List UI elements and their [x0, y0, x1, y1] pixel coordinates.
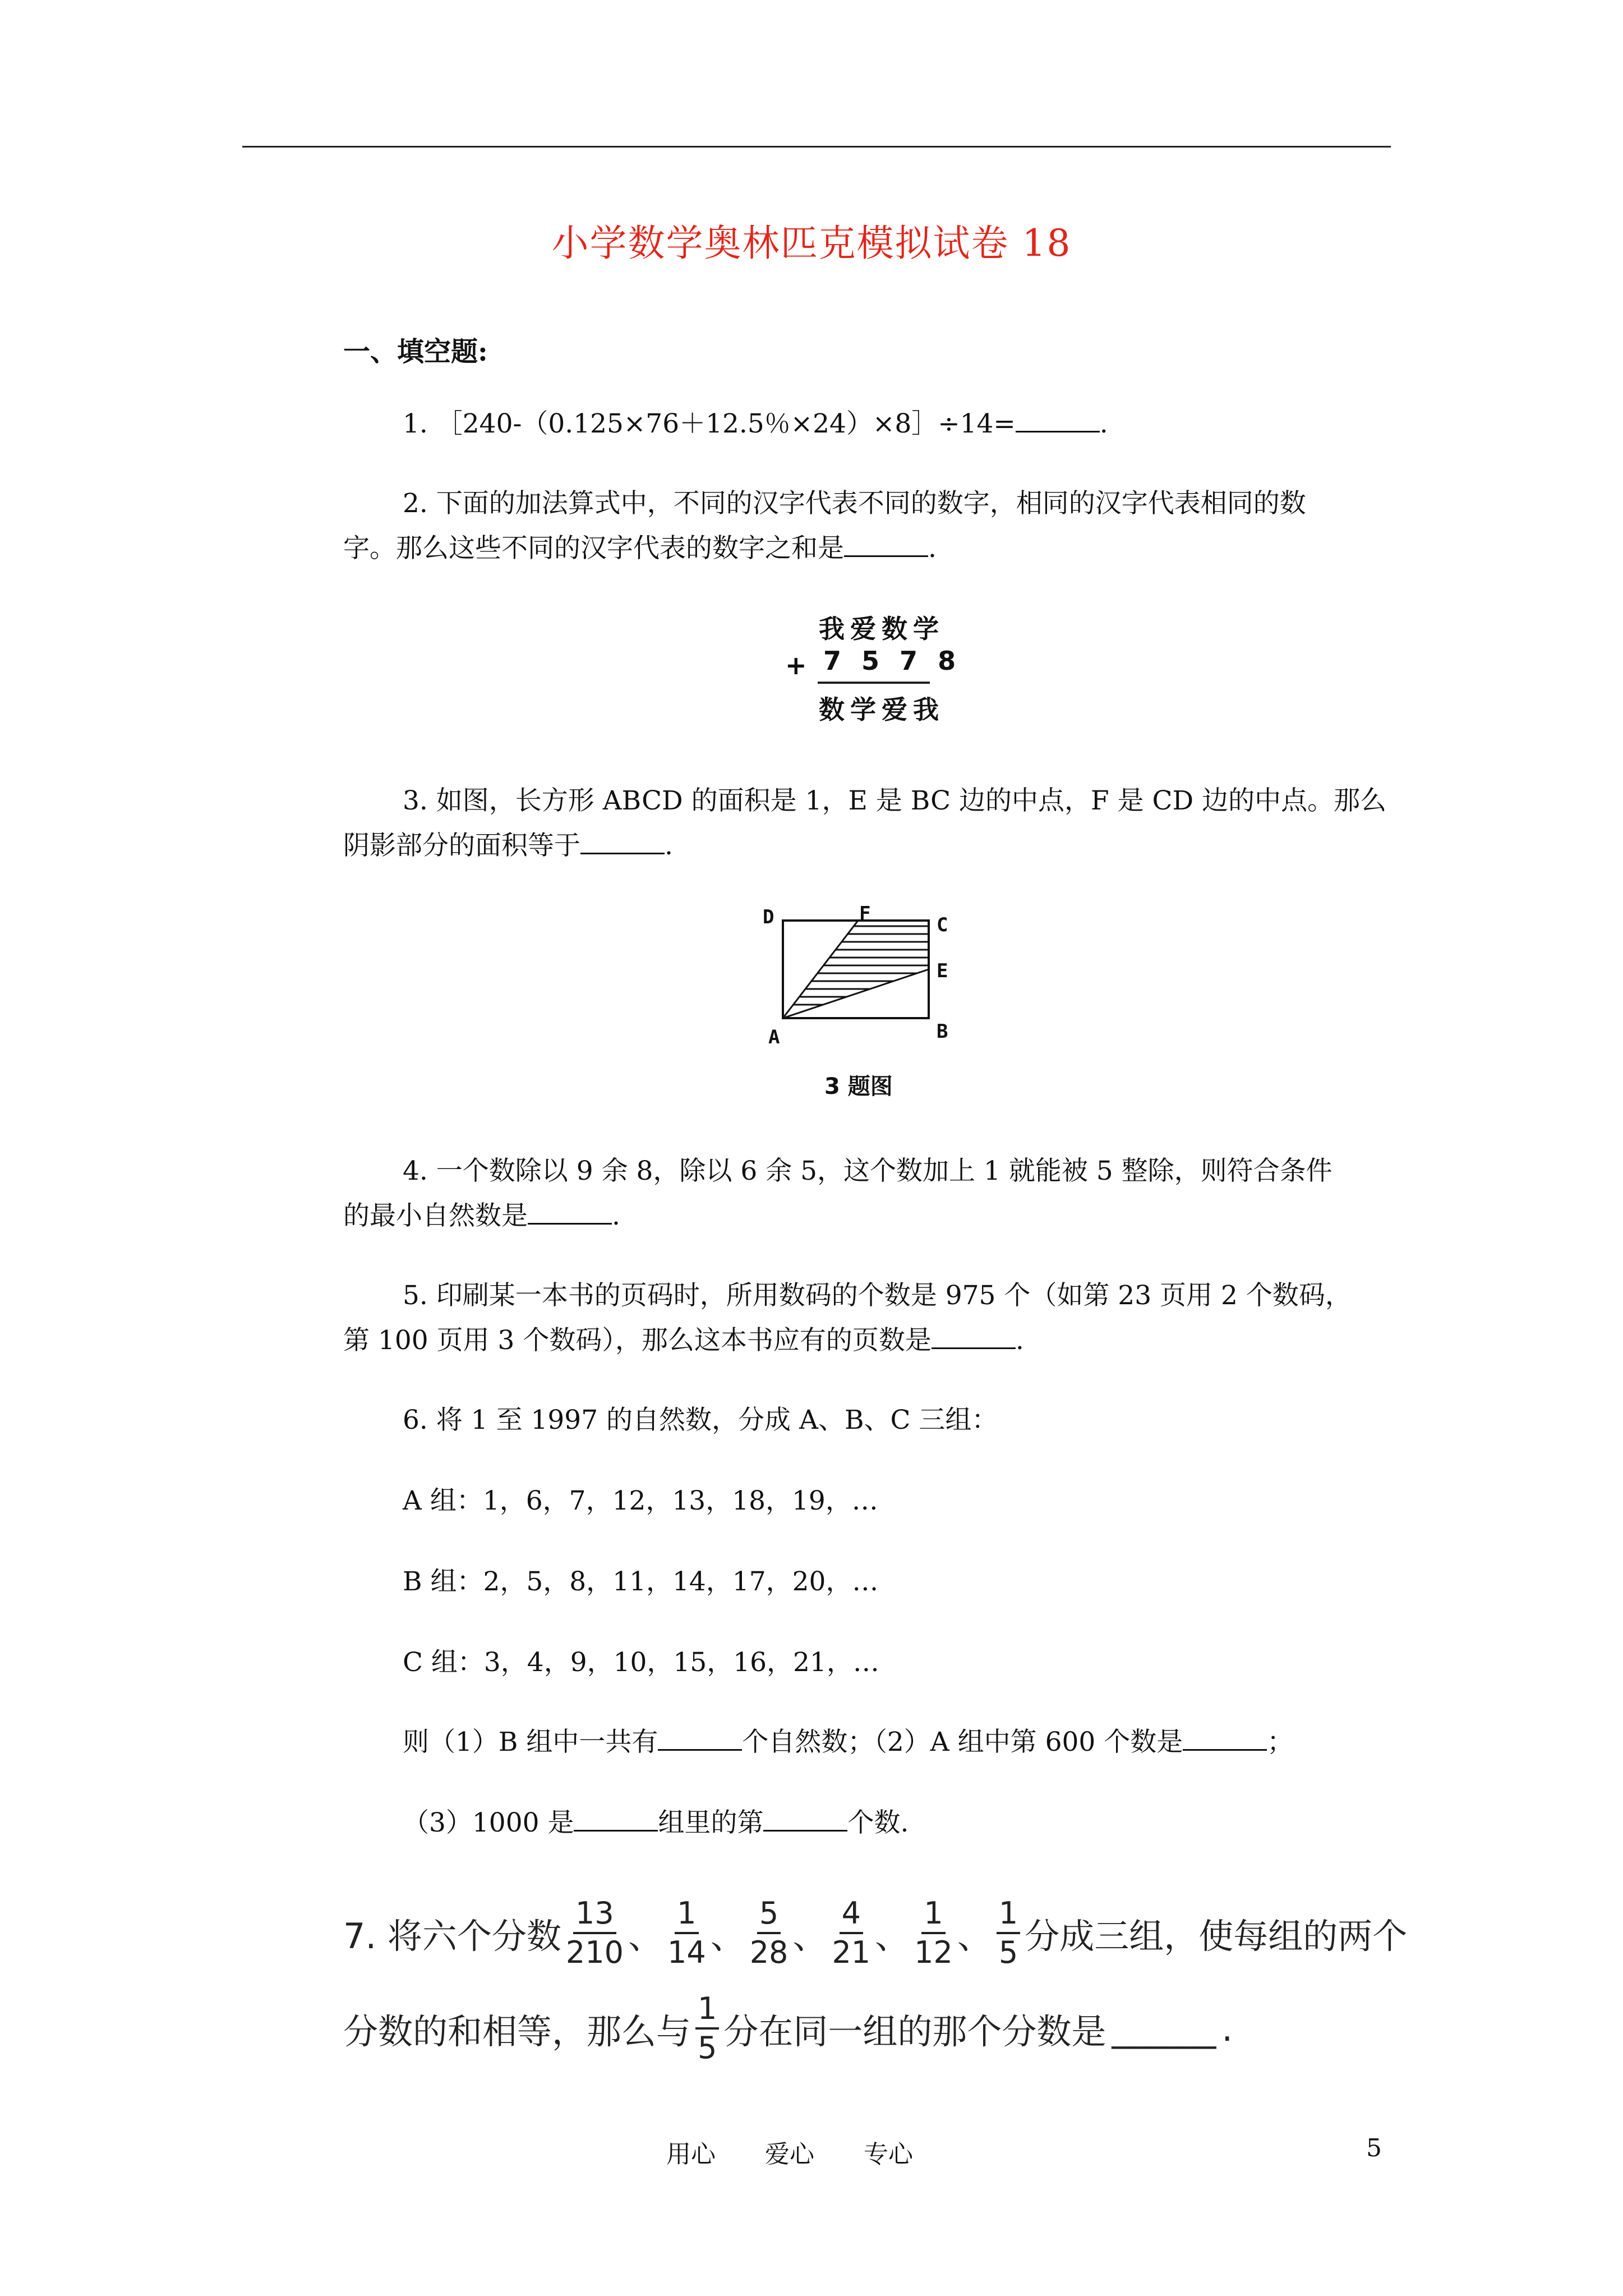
- answer-blank: [932, 1325, 1016, 1349]
- addition-puzzle-figure: [774, 609, 965, 726]
- fraction-denominator: 12: [914, 1935, 953, 1970]
- answer-blank: [844, 533, 928, 557]
- question-4-end: .: [612, 1200, 620, 1231]
- question-7-mid-text: 分成三组，使每组的两个: [1025, 1915, 1408, 1957]
- fraction-separator: 、: [875, 1915, 910, 1957]
- page-title: 小学数学奥林匹克模拟试卷 18: [551, 222, 1072, 265]
- fraction-denominator: 21: [832, 1935, 871, 1970]
- puzzle-row-3: 数学爱我: [819, 694, 944, 725]
- question-2-text: 字。那么这些不同的汉字代表的数字之和是: [343, 533, 844, 564]
- fraction-numerator: 1: [695, 1990, 719, 2030]
- question-3-line-1: 3. 如图，长方形 ABCD 的面积是 1，E 是 BC 边的中点，F 是 CD 边的中点。那么: [403, 785, 1387, 816]
- question-4-text: 的最小自然数是: [343, 1200, 528, 1231]
- line-af: [783, 921, 858, 1018]
- fraction: [566, 1895, 624, 1971]
- question-5-line-2: [343, 1318, 1024, 1363]
- answer-blank: [1183, 1727, 1267, 1751]
- part-2-end: ；: [1267, 1727, 1294, 1757]
- label-c: C: [937, 914, 948, 936]
- rectangle-figure: [763, 903, 965, 1119]
- fraction-numerator: 13: [573, 1895, 616, 1934]
- puzzle-row-2: 7 5 7 8: [823, 646, 962, 676]
- part-3-text-b: 组里的第: [658, 1807, 764, 1838]
- question-6-line-1: 6. 将 1 至 1997 的自然数，分成 A、B、C 三组：: [403, 1405, 998, 1435]
- answer-blank: [658, 1727, 742, 1751]
- question-6-part-3: [403, 1801, 909, 1846]
- fraction-numerator: 1: [675, 1895, 698, 1934]
- part-3-text-c: 个数.: [847, 1807, 909, 1838]
- fraction-denominator: 28: [749, 1935, 789, 1970]
- label-b: B: [937, 1020, 948, 1043]
- footer-motto: 用心 爱心 专心: [666, 2140, 913, 2169]
- question-2-end: .: [928, 533, 937, 564]
- fraction: [914, 1895, 953, 1971]
- question-1-text: 1. ［240-（0.125×76＋12.5％×24）×8］÷14=: [403, 408, 1016, 439]
- label-d: D: [763, 906, 774, 928]
- question-7-text-b: 分在同一组的那个分数是: [723, 2010, 1106, 2052]
- answer-blank: [528, 1200, 612, 1225]
- question-1: [403, 402, 1108, 447]
- question-3-end: .: [665, 830, 673, 861]
- question-7-text-a: 分数的和相等，那么与: [343, 2010, 691, 2052]
- fraction-separator: 、: [628, 1915, 663, 1957]
- fraction-denominator: 5: [698, 2030, 717, 2065]
- question-3-line-2: [343, 823, 673, 868]
- figure-caption: 3 题图: [824, 1074, 893, 1099]
- label-e: E: [937, 960, 948, 982]
- group-b-list: B 组：2，5，8，11，14，17，20，…: [403, 1566, 879, 1597]
- section-heading: 一、填空题:: [343, 336, 488, 367]
- group-a-list: A 组：1，6，7，12，13，18，19，…: [403, 1485, 878, 1516]
- question-4-line-2: [343, 1194, 620, 1239]
- question-5-end: .: [1015, 1325, 1024, 1356]
- question-4-line-1: 4. 一个数除以 9 余 8，除以 6 余 5，这个数加上 1 就能被 5 整除，则符合条件: [403, 1156, 1332, 1186]
- question-7-end: .: [1221, 2008, 1233, 2049]
- question-3-text: 阴影部分的面积等于: [343, 830, 580, 861]
- part-3-text-a: （3）1000 是: [403, 1807, 574, 1838]
- page-number: 5: [1366, 2134, 1382, 2162]
- question-5-line-1: 5. 印刷某一本书的页码时，所用数码的个数是 975 个（如第 23 页用 2 个数码，: [403, 1280, 1352, 1311]
- rectangle-abcd-diagram: [763, 906, 965, 1046]
- group-c-list: C 组：3，4，9，10，15，16，21，…: [403, 1647, 879, 1678]
- fraction: [832, 1895, 870, 1971]
- question-5-text: 第 100 页用 3 个数码），那么这本书应有的页数是: [343, 1325, 932, 1356]
- rectangle-outline: [783, 921, 929, 1018]
- question-1-end: .: [1099, 408, 1108, 439]
- question-2-line-1: 2. 下面的加法算式中，不同的汉字代表不同的数字，相同的汉字代表相同的数: [403, 488, 1306, 519]
- question-7-line-2: [343, 1990, 1233, 2067]
- fraction-one-fifth: [695, 1990, 719, 2067]
- fraction-numerator: 4: [840, 1895, 863, 1934]
- part-2-text: 个自然数；（2）A 组中第 600 个数是: [742, 1727, 1183, 1757]
- question-6-parts-1-2: [403, 1720, 1293, 1765]
- line-ae: [783, 969, 929, 1018]
- fraction-denominator: 14: [667, 1935, 706, 1970]
- fraction-denominator: 210: [565, 1935, 624, 1970]
- fraction-separator: 、: [792, 1915, 828, 1957]
- fraction-denominator: 5: [998, 1935, 1018, 1970]
- part-1-text: 则（1）B 组中一共有: [403, 1727, 658, 1757]
- answer-blank: [1016, 408, 1100, 432]
- fraction: [750, 1895, 789, 1971]
- answer-blank: [763, 1807, 847, 1832]
- header-rule: [242, 146, 1391, 148]
- fraction-separator: 、: [957, 1915, 992, 1957]
- answer-blank: ______: [1112, 2008, 1216, 2049]
- puzzle-sum-line: [818, 682, 930, 684]
- question-7-line-1: [343, 1895, 1407, 1971]
- question-7-prefix: 7. 将六个分数: [343, 1915, 561, 1957]
- fraction-numerator: 5: [757, 1895, 781, 1934]
- answer-blank: [574, 1807, 658, 1832]
- label-f: F: [859, 903, 871, 925]
- fraction: [667, 1895, 706, 1971]
- fraction: [997, 1895, 1020, 1971]
- label-a: A: [768, 1026, 780, 1048]
- fraction-separator: 、: [710, 1915, 745, 1957]
- puzzle-row-1: 我爱数学: [819, 614, 944, 644]
- puzzle-plus-sign: +: [785, 650, 807, 680]
- fraction-numerator: 1: [921, 1895, 945, 1934]
- question-2-line-2: [343, 526, 937, 571]
- answer-blank: [580, 830, 665, 854]
- fraction-numerator: 1: [997, 1895, 1020, 1934]
